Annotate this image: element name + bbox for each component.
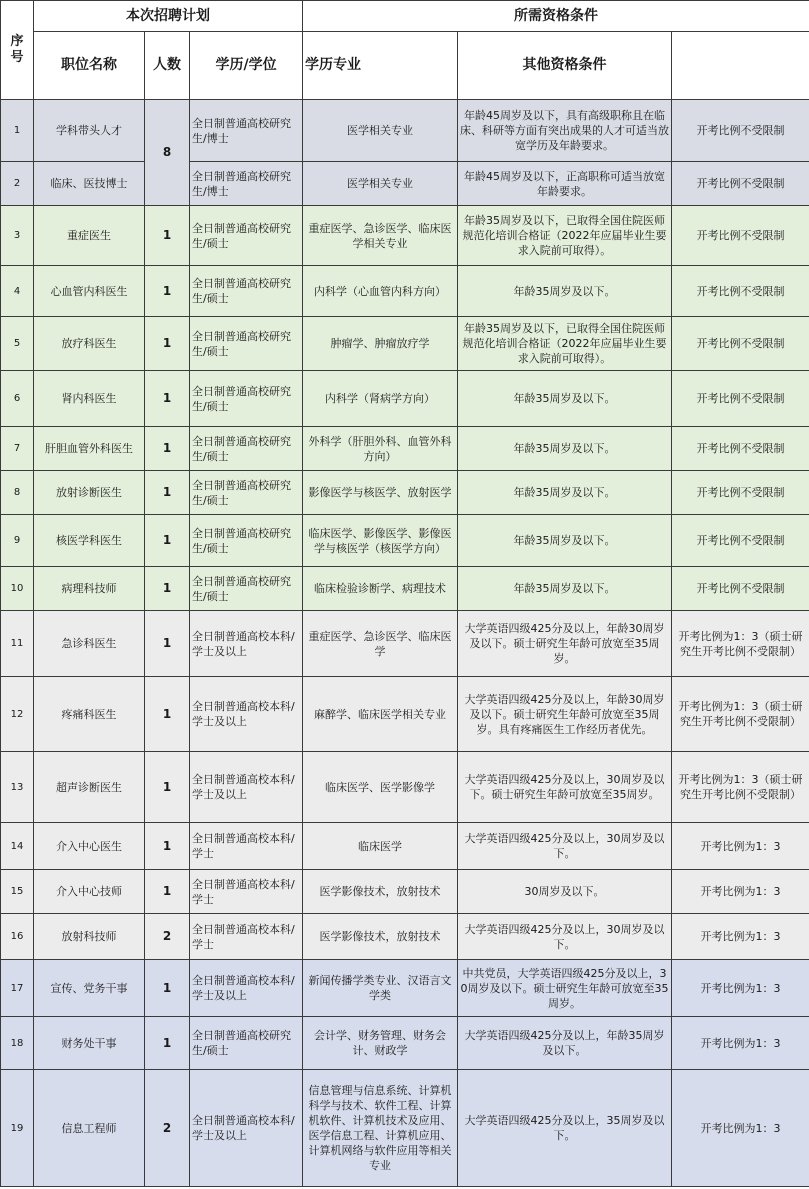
cell-edu: 全日制普通高校研究生/硕士 xyxy=(190,567,303,611)
cell-major: 影像医学与核医学、放射医学 xyxy=(303,471,458,515)
cell-count: 1 xyxy=(145,611,190,677)
cell-count: 8 xyxy=(145,100,190,206)
cell-other: 年龄35周岁及以下。 xyxy=(458,427,672,471)
cell-other: 年龄35周岁及以下，已取得全国住院医师规范化培训合格证（2022年应届毕业生要求入院前可取得）。 xyxy=(458,317,672,371)
cell-edu: 全日制普通高校本科/学士 xyxy=(190,870,303,914)
table-row xyxy=(1,914,809,960)
table-row xyxy=(1,100,809,162)
cell-major: 重症医学、急诊医学、临床医学相关专业 xyxy=(303,206,458,266)
cell-edu: 全日制普通高校研究生/硕士 xyxy=(190,206,303,266)
cell-note: 开考比例为1：3 xyxy=(672,1070,809,1187)
cell-edu: 全日制普通高校本科/学士及以上 xyxy=(190,677,303,752)
cell-count: 1 xyxy=(145,870,190,914)
cell-edu: 全日制普通高校本科/学士 xyxy=(190,823,303,870)
cell-note: 开考比例不受限制 xyxy=(672,317,809,371)
cell-major: 内科学（肾病学方向） xyxy=(303,371,458,427)
cell-seq: 12 xyxy=(1,677,34,752)
cell-edu: 全日制普通高校本科/学士及以上 xyxy=(190,611,303,677)
cell-edu: 全日制普通高校研究生/硕士 xyxy=(190,371,303,427)
cell-note: 开考比例不受限制 xyxy=(672,266,809,317)
cell-major: 重症医学、急诊医学、临床医学 xyxy=(303,611,458,677)
cell-count: 1 xyxy=(145,206,190,266)
cell-position: 放疗科医生 xyxy=(34,317,145,371)
cell-other: 年龄45周岁及以下，正高职称可适当放宽年龄要求。 xyxy=(458,162,672,206)
cell-major: 麻醉学、临床医学相关专业 xyxy=(303,677,458,752)
table-row xyxy=(1,427,809,471)
cell-count: 1 xyxy=(145,677,190,752)
cell-position: 心血管内科医生 xyxy=(34,266,145,317)
cell-seq: 14 xyxy=(1,823,34,870)
cell-seq: 18 xyxy=(1,1017,34,1070)
cell-edu: 全日制普通高校研究生/硕士 xyxy=(190,266,303,317)
cell-position: 放射科技师 xyxy=(34,914,145,960)
cell-note: 开考比例为1：3（硕士研究生开考比例不受限制） xyxy=(672,677,809,752)
cell-position: 介入中心技师 xyxy=(34,870,145,914)
cell-note: 开考比例为1：3 xyxy=(672,1017,809,1070)
cell-note: 开考比例不受限制 xyxy=(672,100,809,162)
cell-other: 大学英语四级425分及以上，30周岁及以下。 xyxy=(458,823,672,870)
cell-note: 开考比例不受限制 xyxy=(672,206,809,266)
cell-position: 疼痛科医生 xyxy=(34,677,145,752)
cell-position: 肝胆血管外科医生 xyxy=(34,427,145,471)
cell-note: 开考比例为1：3 xyxy=(672,870,809,914)
header-other: 其他资格条件 xyxy=(458,32,672,100)
header-plan-group: 本次招聘计划 xyxy=(34,1,303,32)
cell-major: 内科学（心血管内科方向） xyxy=(303,266,458,317)
cell-other: 大学英语四级425分及以上，年龄30周岁及以下。硕士研究生年龄可放宽至35周岁。 xyxy=(458,611,672,677)
cell-seq: 8 xyxy=(1,471,34,515)
cell-seq: 15 xyxy=(1,870,34,914)
cell-other: 年龄35周岁及以下。 xyxy=(458,471,672,515)
cell-other: 30周岁及以下。 xyxy=(458,870,672,914)
cell-other: 大学英语四级425分及以上，30周岁及以下。 xyxy=(458,914,672,960)
cell-major: 医学影像技术，放射技术 xyxy=(303,914,458,960)
cell-other: 年龄45周岁及以下，具有高级职称且在临床、科研等方面有突出成果的人才可适当放宽学历及年龄要求。 xyxy=(458,100,672,162)
cell-count: 1 xyxy=(145,1017,190,1070)
cell-other: 年龄35周岁及以下，已取得全国住院医师规范化培训合格证（2022年应届毕业生要求入院前可取得）。 xyxy=(458,206,672,266)
cell-count: 1 xyxy=(145,471,190,515)
cell-major: 临床医学 xyxy=(303,823,458,870)
cell-edu: 全日制普通高校研究生/硕士 xyxy=(190,1017,303,1070)
table-row xyxy=(1,960,809,1017)
cell-position: 核医学科医生 xyxy=(34,515,145,567)
cell-major: 临床医学、医学影像学 xyxy=(303,752,458,823)
cell-position: 急诊科医生 xyxy=(34,611,145,677)
cell-note: 开考比例不受限制 xyxy=(672,427,809,471)
cell-note: 开考比例为1：3 xyxy=(672,914,809,960)
cell-other: 大学英语四级425分及以上，年龄35周岁及以下。 xyxy=(458,1017,672,1070)
cell-major: 临床检验诊断学、病理技术 xyxy=(303,567,458,611)
cell-seq: 9 xyxy=(1,515,34,567)
cell-count: 1 xyxy=(145,427,190,471)
cell-seq: 7 xyxy=(1,427,34,471)
cell-position: 介入中心医生 xyxy=(34,823,145,870)
table-row xyxy=(1,1070,809,1187)
cell-edu: 全日制普通高校研究生/硕士 xyxy=(190,317,303,371)
table-row xyxy=(1,752,809,823)
cell-position: 宣传、党务干事 xyxy=(34,960,145,1017)
cell-note: 开考比例为1：3（硕士研究生开考比例不受限制） xyxy=(672,752,809,823)
cell-major: 医学相关专业 xyxy=(303,100,458,162)
cell-edu: 全日制普通高校本科/学士及以上 xyxy=(190,960,303,1017)
table-row xyxy=(1,317,809,371)
cell-count: 1 xyxy=(145,567,190,611)
cell-note: 开考比例为1：3 xyxy=(672,823,809,870)
cell-seq: 1 xyxy=(1,100,34,162)
table-row xyxy=(1,677,809,752)
cell-major: 外科学（肝胆外科、血管外科方向） xyxy=(303,427,458,471)
cell-seq: 10 xyxy=(1,567,34,611)
cell-count: 1 xyxy=(145,317,190,371)
table-row xyxy=(1,206,809,266)
cell-other: 中共党员，大学英语四级425分及以上，30周岁及以下。硕士研究生年龄可放宽至35周岁。 xyxy=(458,960,672,1017)
cell-count: 1 xyxy=(145,371,190,427)
cell-other: 年龄35周岁及以下。 xyxy=(458,515,672,567)
table-row xyxy=(1,567,809,611)
cell-position: 病理科技师 xyxy=(34,567,145,611)
cell-major: 会计学、财务管理、财务会计、财政学 xyxy=(303,1017,458,1070)
cell-edu: 全日制普通高校本科/学士及以上 xyxy=(190,752,303,823)
cell-major: 新闻传播学类专业、汉语言文学类 xyxy=(303,960,458,1017)
cell-major: 医学影像技术，放射技术 xyxy=(303,870,458,914)
cell-other: 大学英语四级425分及以上，30周岁及以下。硕士研究生年龄可放宽至35周岁。 xyxy=(458,752,672,823)
cell-seq: 17 xyxy=(1,960,34,1017)
cell-other: 大学英语四级425分及以上，年龄30周岁及以下。硕士研究生年龄可放宽至35周岁。具有疼痛医生工作经历者优先。 xyxy=(458,677,672,752)
header-qual-group: 所需资格条件 xyxy=(303,1,809,32)
cell-seq: 6 xyxy=(1,371,34,427)
cell-other: 大学英语四级425分及以上，35周岁及以下。 xyxy=(458,1070,672,1187)
cell-position: 财务处干事 xyxy=(34,1017,145,1070)
cell-seq: 11 xyxy=(1,611,34,677)
cell-count: 1 xyxy=(145,823,190,870)
cell-seq: 5 xyxy=(1,317,34,371)
cell-edu: 全日制普通高校研究生/硕士 xyxy=(190,515,303,567)
cell-position: 信息工程师 xyxy=(34,1070,145,1187)
table-row xyxy=(1,870,809,914)
cell-major: 医学相关专业 xyxy=(303,162,458,206)
cell-note: 开考比例不受限制 xyxy=(672,567,809,611)
header-seq: 序号 xyxy=(1,1,34,100)
cell-note: 开考比例不受限制 xyxy=(672,371,809,427)
cell-position: 放射诊断医生 xyxy=(34,471,145,515)
cell-position: 肾内科医生 xyxy=(34,371,145,427)
cell-seq: 16 xyxy=(1,914,34,960)
cell-note: 开考比例不受限制 xyxy=(672,162,809,206)
cell-edu: 全日制普通高校本科/学士及以上 xyxy=(190,1070,303,1187)
cell-major: 临床医学、影像医学、影像医学与核医学（核医学方向） xyxy=(303,515,458,567)
table-row xyxy=(1,162,809,206)
cell-other: 年龄35周岁及以下。 xyxy=(458,567,672,611)
cell-edu: 全日制普通高校研究生/博士 xyxy=(190,100,303,162)
cell-count: 1 xyxy=(145,266,190,317)
cell-other: 年龄35周岁及以下。 xyxy=(458,266,672,317)
cell-edu: 全日制普通高校研究生/硕士 xyxy=(190,471,303,515)
cell-position: 临床、医技博士 xyxy=(34,162,145,206)
table-row xyxy=(1,266,809,317)
cell-edu: 全日制普通高校研究生/硕士 xyxy=(190,427,303,471)
cell-major: 信息管理与信息系统、计算机科学与技术、软件工程、计算机软件、计算机技术及应用、医学信息工程、计算机应用、计算机网络与软件应用等相关专业 xyxy=(303,1070,458,1187)
cell-edu: 全日制普通高校本科/学士 xyxy=(190,914,303,960)
cell-count: 2 xyxy=(145,914,190,960)
table-row xyxy=(1,471,809,515)
cell-edu: 全日制普通高校研究生/博士 xyxy=(190,162,303,206)
header-count: 人数 xyxy=(145,32,190,100)
cell-count: 1 xyxy=(145,960,190,1017)
cell-note: 开考比例为1：3（硕士研究生开考比例不受限制） xyxy=(672,611,809,677)
cell-count: 1 xyxy=(145,752,190,823)
cell-position: 学科带头人才 xyxy=(34,100,145,162)
table-row xyxy=(1,823,809,870)
cell-seq: 19 xyxy=(1,1070,34,1187)
cell-other: 年龄35周岁及以下。 xyxy=(458,371,672,427)
cell-seq: 2 xyxy=(1,162,34,206)
cell-note: 开考比例为1：3 xyxy=(672,960,809,1017)
table-row xyxy=(1,371,809,427)
cell-position: 超声诊断医生 xyxy=(34,752,145,823)
cell-note: 开考比例不受限制 xyxy=(672,515,809,567)
header-major: 学历专业 xyxy=(303,32,458,100)
cell-note: 开考比例不受限制 xyxy=(672,471,809,515)
cell-position: 重症医生 xyxy=(34,206,145,266)
cell-seq: 3 xyxy=(1,206,34,266)
cell-seq: 13 xyxy=(1,752,34,823)
table-row xyxy=(1,515,809,567)
header-edu: 学历/学位 xyxy=(190,32,303,100)
cell-major: 肿瘤学、肿瘤放疗学 xyxy=(303,317,458,371)
cell-seq: 4 xyxy=(1,266,34,317)
cell-count: 2 xyxy=(145,1070,190,1187)
table-row xyxy=(1,1017,809,1070)
header-position: 职位名称 xyxy=(34,32,145,100)
table-row xyxy=(1,611,809,677)
cell-count: 1 xyxy=(145,515,190,567)
